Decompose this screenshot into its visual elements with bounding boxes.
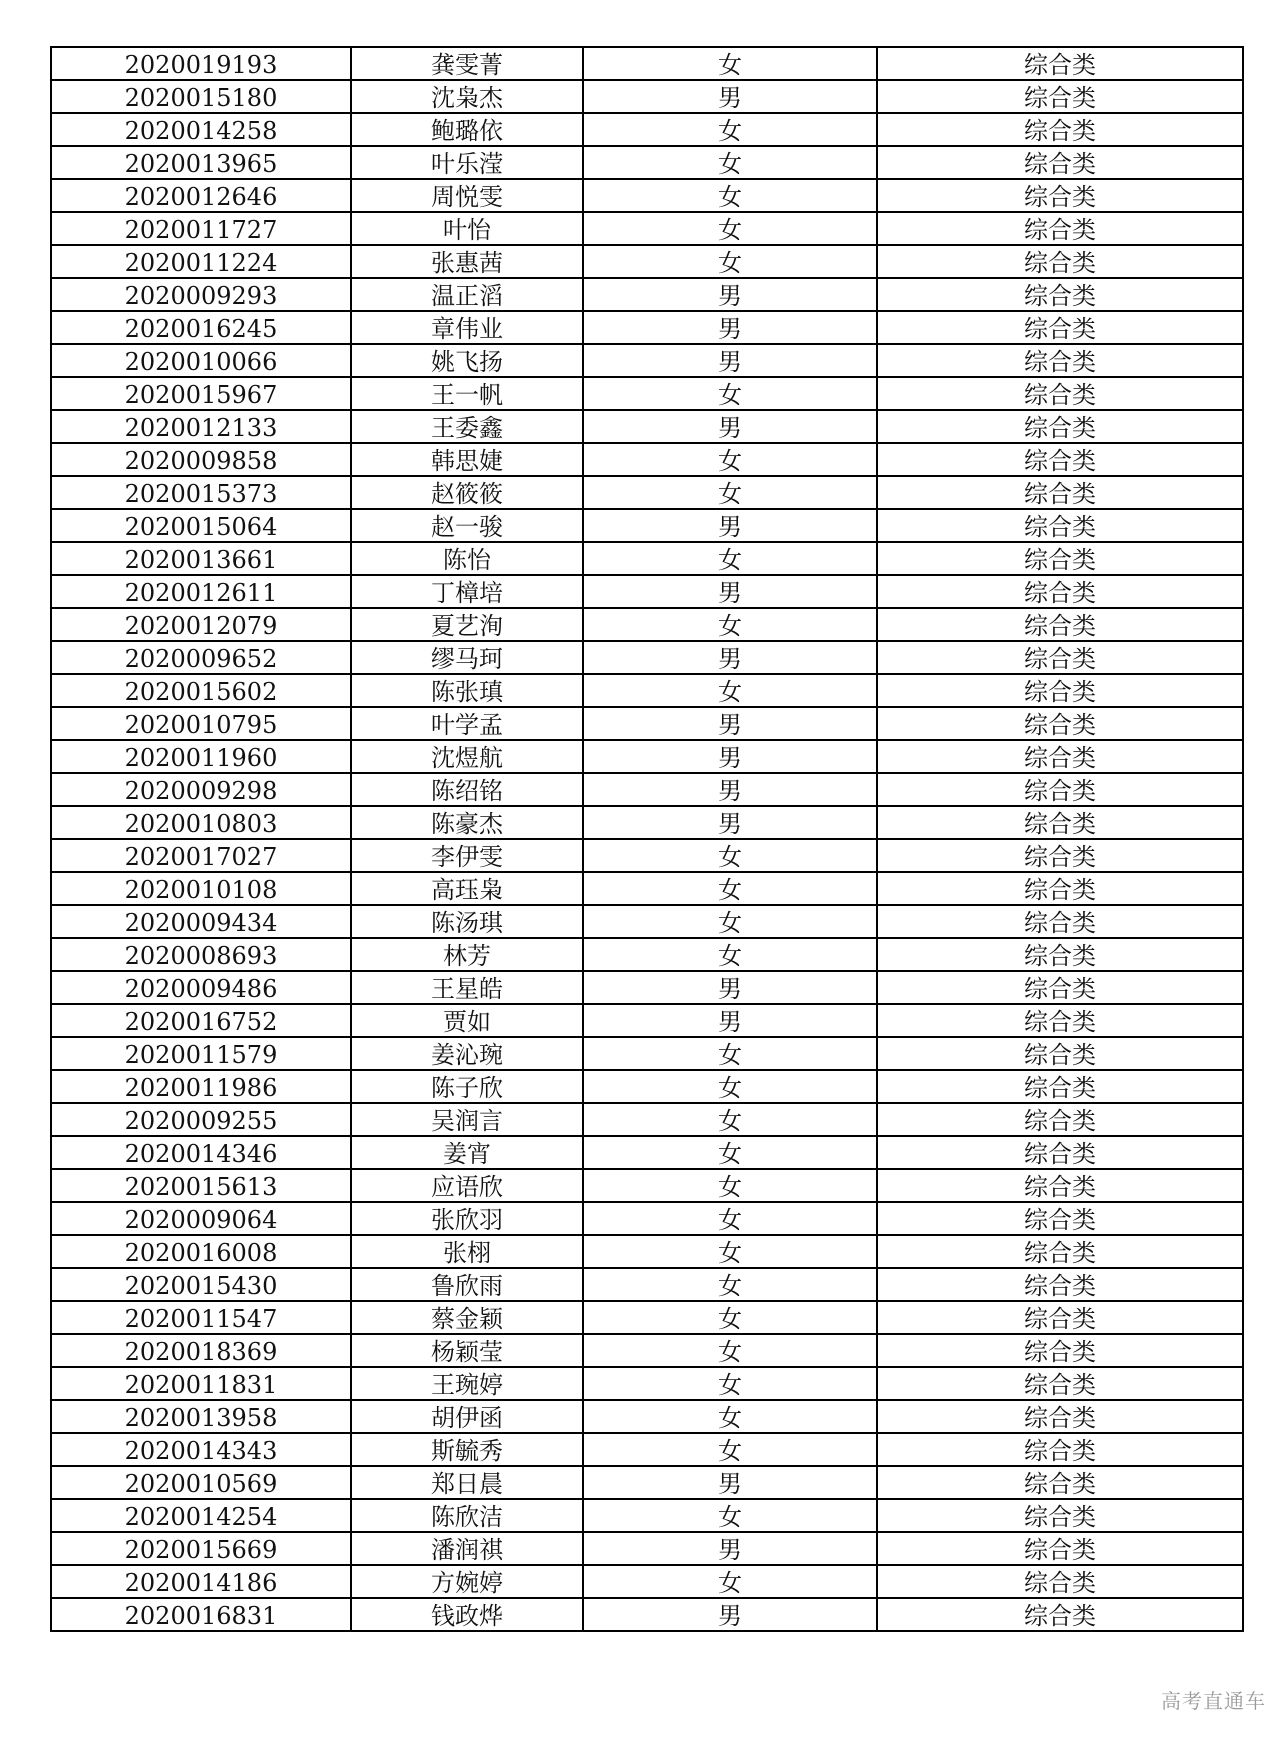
student-category-cell: 综合类 bbox=[877, 1136, 1243, 1169]
student-gender-cell: 女 bbox=[583, 1235, 877, 1268]
student-gender-cell: 男 bbox=[583, 575, 877, 608]
student-category-cell: 综合类 bbox=[877, 575, 1243, 608]
student-id-cell: 2020010108 bbox=[51, 872, 351, 905]
student-category-cell: 综合类 bbox=[877, 245, 1243, 278]
table-row bbox=[51, 773, 1243, 806]
student-gender-cell: 男 bbox=[583, 641, 877, 674]
student-category-cell: 综合类 bbox=[877, 740, 1243, 773]
student-id-cell: 2020013958 bbox=[51, 1400, 351, 1433]
student-gender-cell: 男 bbox=[583, 1532, 877, 1565]
student-category-cell: 综合类 bbox=[877, 905, 1243, 938]
student-name-cell: 赵筱筱 bbox=[351, 476, 583, 509]
student-name-cell: 蔡金颖 bbox=[351, 1301, 583, 1334]
student-gender-cell: 男 bbox=[583, 773, 877, 806]
student-name-cell: 周悦雯 bbox=[351, 179, 583, 212]
table-row bbox=[51, 1433, 1243, 1466]
student-category-cell: 综合类 bbox=[877, 1400, 1243, 1433]
table-row bbox=[51, 1070, 1243, 1103]
student-name-cell: 叶乐滢 bbox=[351, 146, 583, 179]
table-row bbox=[51, 344, 1243, 377]
table-row bbox=[51, 1004, 1243, 1037]
student-gender-cell: 女 bbox=[583, 905, 877, 938]
student-category-cell: 综合类 bbox=[877, 773, 1243, 806]
student-id-cell: 2020015602 bbox=[51, 674, 351, 707]
student-id-cell: 2020015613 bbox=[51, 1169, 351, 1202]
student-gender-cell: 女 bbox=[583, 212, 877, 245]
student-gender-cell: 女 bbox=[583, 1367, 877, 1400]
student-gender-cell: 男 bbox=[583, 740, 877, 773]
student-name-cell: 张栩 bbox=[351, 1235, 583, 1268]
table-row bbox=[51, 377, 1243, 410]
student-name-cell: 姜宵 bbox=[351, 1136, 583, 1169]
student-name-cell: 陈张瑱 bbox=[351, 674, 583, 707]
student-id-cell: 2020012079 bbox=[51, 608, 351, 641]
table-row bbox=[51, 1565, 1243, 1598]
student-gender-cell: 女 bbox=[583, 1334, 877, 1367]
table-row bbox=[51, 1268, 1243, 1301]
student-category-cell: 综合类 bbox=[877, 608, 1243, 641]
student-gender-cell: 女 bbox=[583, 47, 877, 80]
student-id-cell: 2020016008 bbox=[51, 1235, 351, 1268]
student-gender-cell: 男 bbox=[583, 80, 877, 113]
student-category-cell: 综合类 bbox=[877, 872, 1243, 905]
table-row bbox=[51, 1103, 1243, 1136]
table-row bbox=[51, 113, 1243, 146]
student-id-cell: 2020011960 bbox=[51, 740, 351, 773]
student-name-cell: 杨颖莹 bbox=[351, 1334, 583, 1367]
student-category-cell: 综合类 bbox=[877, 971, 1243, 1004]
student-category-cell: 综合类 bbox=[877, 674, 1243, 707]
student-gender-cell: 女 bbox=[583, 674, 877, 707]
student-category-cell: 综合类 bbox=[877, 344, 1243, 377]
student-category-cell: 综合类 bbox=[877, 377, 1243, 410]
student-gender-cell: 女 bbox=[583, 872, 877, 905]
student-category-cell: 综合类 bbox=[877, 113, 1243, 146]
student-category-cell: 综合类 bbox=[877, 1070, 1243, 1103]
table-row bbox=[51, 1334, 1243, 1367]
student-name-cell: 韩思婕 bbox=[351, 443, 583, 476]
student-id-cell: 2020009298 bbox=[51, 773, 351, 806]
student-name-cell: 温正滔 bbox=[351, 278, 583, 311]
table-row bbox=[51, 1037, 1243, 1070]
student-gender-cell: 女 bbox=[583, 1136, 877, 1169]
student-category-cell: 综合类 bbox=[877, 1037, 1243, 1070]
student-category-cell: 综合类 bbox=[877, 707, 1243, 740]
table-row bbox=[51, 1136, 1243, 1169]
student-id-cell: 2020014343 bbox=[51, 1433, 351, 1466]
table-row bbox=[51, 410, 1243, 443]
student-name-cell: 夏艺洵 bbox=[351, 608, 583, 641]
student-category-cell: 综合类 bbox=[877, 212, 1243, 245]
student-category-cell: 综合类 bbox=[877, 839, 1243, 872]
table-row bbox=[51, 1598, 1243, 1631]
student-category-cell: 综合类 bbox=[877, 1433, 1243, 1466]
student-id-cell: 2020017027 bbox=[51, 839, 351, 872]
student-gender-cell: 女 bbox=[583, 113, 877, 146]
student-id-cell: 2020016831 bbox=[51, 1598, 351, 1631]
table-row bbox=[51, 509, 1243, 542]
table-row bbox=[51, 1499, 1243, 1532]
student-gender-cell: 男 bbox=[583, 311, 877, 344]
table-row bbox=[51, 641, 1243, 674]
student-table-body bbox=[51, 47, 1243, 1631]
student-category-cell: 综合类 bbox=[877, 278, 1243, 311]
student-name-cell: 王委鑫 bbox=[351, 410, 583, 443]
student-id-cell: 2020009486 bbox=[51, 971, 351, 1004]
student-id-cell: 2020013965 bbox=[51, 146, 351, 179]
student-name-cell: 钱政烨 bbox=[351, 1598, 583, 1631]
student-id-cell: 2020019193 bbox=[51, 47, 351, 80]
student-id-cell: 2020014254 bbox=[51, 1499, 351, 1532]
student-id-cell: 2020014258 bbox=[51, 113, 351, 146]
student-name-cell: 缪马珂 bbox=[351, 641, 583, 674]
student-id-cell: 2020010795 bbox=[51, 707, 351, 740]
table-row bbox=[51, 311, 1243, 344]
student-category-cell: 综合类 bbox=[877, 1301, 1243, 1334]
student-category-cell: 综合类 bbox=[877, 1367, 1243, 1400]
student-gender-cell: 男 bbox=[583, 410, 877, 443]
table-row bbox=[51, 806, 1243, 839]
student-gender-cell: 男 bbox=[583, 971, 877, 1004]
student-id-cell: 2020013661 bbox=[51, 542, 351, 575]
student-gender-cell: 男 bbox=[583, 344, 877, 377]
student-id-cell: 2020011579 bbox=[51, 1037, 351, 1070]
student-id-cell: 2020016752 bbox=[51, 1004, 351, 1037]
student-gender-cell: 女 bbox=[583, 938, 877, 971]
student-category-cell: 综合类 bbox=[877, 1532, 1243, 1565]
student-name-cell: 王一帆 bbox=[351, 377, 583, 410]
student-name-cell: 姚飞扬 bbox=[351, 344, 583, 377]
table-row bbox=[51, 1169, 1243, 1202]
student-name-cell: 陈怡 bbox=[351, 542, 583, 575]
student-id-cell: 2020009858 bbox=[51, 443, 351, 476]
student-name-cell: 应语欣 bbox=[351, 1169, 583, 1202]
student-gender-cell: 女 bbox=[583, 1037, 877, 1070]
student-name-cell: 章伟业 bbox=[351, 311, 583, 344]
student-id-cell: 2020011547 bbox=[51, 1301, 351, 1334]
student-gender-cell: 男 bbox=[583, 509, 877, 542]
student-gender-cell: 女 bbox=[583, 146, 877, 179]
student-gender-cell: 女 bbox=[583, 443, 877, 476]
table-row bbox=[51, 476, 1243, 509]
roster-sheet bbox=[50, 46, 1242, 1632]
table-row bbox=[51, 1202, 1243, 1235]
student-gender-cell: 男 bbox=[583, 1598, 877, 1631]
student-id-cell: 2020011224 bbox=[51, 245, 351, 278]
student-gender-cell: 男 bbox=[583, 1466, 877, 1499]
student-id-cell: 2020009434 bbox=[51, 905, 351, 938]
student-id-cell: 2020015064 bbox=[51, 509, 351, 542]
table-row bbox=[51, 1301, 1243, 1334]
student-category-cell: 综合类 bbox=[877, 1004, 1243, 1037]
student-gender-cell: 女 bbox=[583, 1268, 877, 1301]
student-name-cell: 鲁欣雨 bbox=[351, 1268, 583, 1301]
student-id-cell: 2020009293 bbox=[51, 278, 351, 311]
student-category-cell: 综合类 bbox=[877, 311, 1243, 344]
student-category-cell: 综合类 bbox=[877, 938, 1243, 971]
student-gender-cell: 女 bbox=[583, 839, 877, 872]
student-gender-cell: 女 bbox=[583, 1433, 877, 1466]
student-name-cell: 斯毓秀 bbox=[351, 1433, 583, 1466]
table-row bbox=[51, 542, 1243, 575]
student-name-cell: 张惠茜 bbox=[351, 245, 583, 278]
student-name-cell: 陈汤琪 bbox=[351, 905, 583, 938]
table-row bbox=[51, 1532, 1243, 1565]
student-name-cell: 赵一骏 bbox=[351, 509, 583, 542]
student-name-cell: 张欣羽 bbox=[351, 1202, 583, 1235]
student-id-cell: 2020015180 bbox=[51, 80, 351, 113]
student-name-cell: 叶怡 bbox=[351, 212, 583, 245]
student-id-cell: 2020015373 bbox=[51, 476, 351, 509]
student-id-cell: 2020018369 bbox=[51, 1334, 351, 1367]
table-row bbox=[51, 674, 1243, 707]
student-id-cell: 2020010066 bbox=[51, 344, 351, 377]
student-gender-cell: 女 bbox=[583, 476, 877, 509]
student-name-cell: 沈枭杰 bbox=[351, 80, 583, 113]
student-id-cell: 2020009652 bbox=[51, 641, 351, 674]
student-name-cell: 王琬婷 bbox=[351, 1367, 583, 1400]
student-name-cell: 王星皓 bbox=[351, 971, 583, 1004]
student-gender-cell: 女 bbox=[583, 1400, 877, 1433]
student-category-cell: 综合类 bbox=[877, 1598, 1243, 1631]
student-category-cell: 综合类 bbox=[877, 1499, 1243, 1532]
table-row bbox=[51, 839, 1243, 872]
table-row bbox=[51, 938, 1243, 971]
student-gender-cell: 女 bbox=[583, 377, 877, 410]
student-name-cell: 胡伊函 bbox=[351, 1400, 583, 1433]
student-category-cell: 综合类 bbox=[877, 806, 1243, 839]
student-category-cell: 综合类 bbox=[877, 443, 1243, 476]
table-row bbox=[51, 1367, 1243, 1400]
student-name-cell: 叶学孟 bbox=[351, 707, 583, 740]
student-name-cell: 龚雯菁 bbox=[351, 47, 583, 80]
student-id-cell: 2020011727 bbox=[51, 212, 351, 245]
table-row bbox=[51, 608, 1243, 641]
student-category-cell: 综合类 bbox=[877, 542, 1243, 575]
student-category-cell: 综合类 bbox=[877, 641, 1243, 674]
student-name-cell: 陈豪杰 bbox=[351, 806, 583, 839]
student-category-cell: 综合类 bbox=[877, 476, 1243, 509]
table-row bbox=[51, 872, 1243, 905]
student-category-cell: 综合类 bbox=[877, 1268, 1243, 1301]
student-name-cell: 姜沁琬 bbox=[351, 1037, 583, 1070]
student-id-cell: 2020008693 bbox=[51, 938, 351, 971]
student-name-cell: 郑日晨 bbox=[351, 1466, 583, 1499]
student-name-cell: 李伊雯 bbox=[351, 839, 583, 872]
student-gender-cell: 女 bbox=[583, 1202, 877, 1235]
student-name-cell: 沈煜航 bbox=[351, 740, 583, 773]
student-gender-cell: 女 bbox=[583, 1499, 877, 1532]
student-gender-cell: 男 bbox=[583, 278, 877, 311]
student-category-cell: 综合类 bbox=[877, 1334, 1243, 1367]
student-id-cell: 2020010569 bbox=[51, 1466, 351, 1499]
student-id-cell: 2020016245 bbox=[51, 311, 351, 344]
table-row bbox=[51, 179, 1243, 212]
table-row bbox=[51, 146, 1243, 179]
table-row bbox=[51, 245, 1243, 278]
student-id-cell: 2020014186 bbox=[51, 1565, 351, 1598]
student-id-cell: 2020015669 bbox=[51, 1532, 351, 1565]
table-row bbox=[51, 212, 1243, 245]
table-row bbox=[51, 443, 1243, 476]
student-name-cell: 高珏枭 bbox=[351, 872, 583, 905]
student-gender-cell: 女 bbox=[583, 1103, 877, 1136]
student-category-cell: 综合类 bbox=[877, 146, 1243, 179]
student-category-cell: 综合类 bbox=[877, 80, 1243, 113]
table-row bbox=[51, 905, 1243, 938]
watermark-logo: 高考直通车 bbox=[1161, 1689, 1266, 1713]
student-id-cell: 2020011986 bbox=[51, 1070, 351, 1103]
student-category-cell: 综合类 bbox=[877, 1466, 1243, 1499]
table-row bbox=[51, 740, 1243, 773]
table-row bbox=[51, 278, 1243, 311]
student-category-cell: 综合类 bbox=[877, 1565, 1243, 1598]
student-category-cell: 综合类 bbox=[877, 1169, 1243, 1202]
student-gender-cell: 男 bbox=[583, 707, 877, 740]
student-gender-cell: 男 bbox=[583, 806, 877, 839]
student-category-cell: 综合类 bbox=[877, 410, 1243, 443]
student-name-cell: 陈绍铭 bbox=[351, 773, 583, 806]
student-name-cell: 陈欣洁 bbox=[351, 1499, 583, 1532]
student-id-cell: 2020011831 bbox=[51, 1367, 351, 1400]
student-id-cell: 2020010803 bbox=[51, 806, 351, 839]
student-name-cell: 潘润祺 bbox=[351, 1532, 583, 1565]
table-row bbox=[51, 1235, 1243, 1268]
student-category-cell: 综合类 bbox=[877, 179, 1243, 212]
student-gender-cell: 女 bbox=[583, 1565, 877, 1598]
student-category-cell: 综合类 bbox=[877, 1235, 1243, 1268]
student-category-cell: 综合类 bbox=[877, 1202, 1243, 1235]
student-id-cell: 2020012646 bbox=[51, 179, 351, 212]
student-id-cell: 2020015430 bbox=[51, 1268, 351, 1301]
student-gender-cell: 女 bbox=[583, 542, 877, 575]
student-category-cell: 综合类 bbox=[877, 509, 1243, 542]
student-name-cell: 吴润言 bbox=[351, 1103, 583, 1136]
student-gender-cell: 男 bbox=[583, 1004, 877, 1037]
student-id-cell: 2020009064 bbox=[51, 1202, 351, 1235]
student-gender-cell: 女 bbox=[583, 1169, 877, 1202]
student-name-cell: 贾如 bbox=[351, 1004, 583, 1037]
student-id-cell: 2020015967 bbox=[51, 377, 351, 410]
table-row bbox=[51, 80, 1243, 113]
student-gender-cell: 女 bbox=[583, 245, 877, 278]
student-gender-cell: 女 bbox=[583, 608, 877, 641]
student-name-cell: 方婉婷 bbox=[351, 1565, 583, 1598]
table-row bbox=[51, 575, 1243, 608]
student-name-cell: 林芳 bbox=[351, 938, 583, 971]
table-row bbox=[51, 47, 1243, 80]
student-table bbox=[50, 46, 1244, 1632]
student-id-cell: 2020012133 bbox=[51, 410, 351, 443]
student-gender-cell: 女 bbox=[583, 1301, 877, 1334]
student-name-cell: 陈子欣 bbox=[351, 1070, 583, 1103]
table-row bbox=[51, 1400, 1243, 1433]
table-row bbox=[51, 707, 1243, 740]
student-gender-cell: 女 bbox=[583, 1070, 877, 1103]
student-name-cell: 鲍璐依 bbox=[351, 113, 583, 146]
student-id-cell: 2020009255 bbox=[51, 1103, 351, 1136]
student-category-cell: 综合类 bbox=[877, 47, 1243, 80]
table-row bbox=[51, 971, 1243, 1004]
student-name-cell: 丁樟培 bbox=[351, 575, 583, 608]
student-category-cell: 综合类 bbox=[877, 1103, 1243, 1136]
student-gender-cell: 女 bbox=[583, 179, 877, 212]
student-id-cell: 2020014346 bbox=[51, 1136, 351, 1169]
student-id-cell: 2020012611 bbox=[51, 575, 351, 608]
table-row bbox=[51, 1466, 1243, 1499]
